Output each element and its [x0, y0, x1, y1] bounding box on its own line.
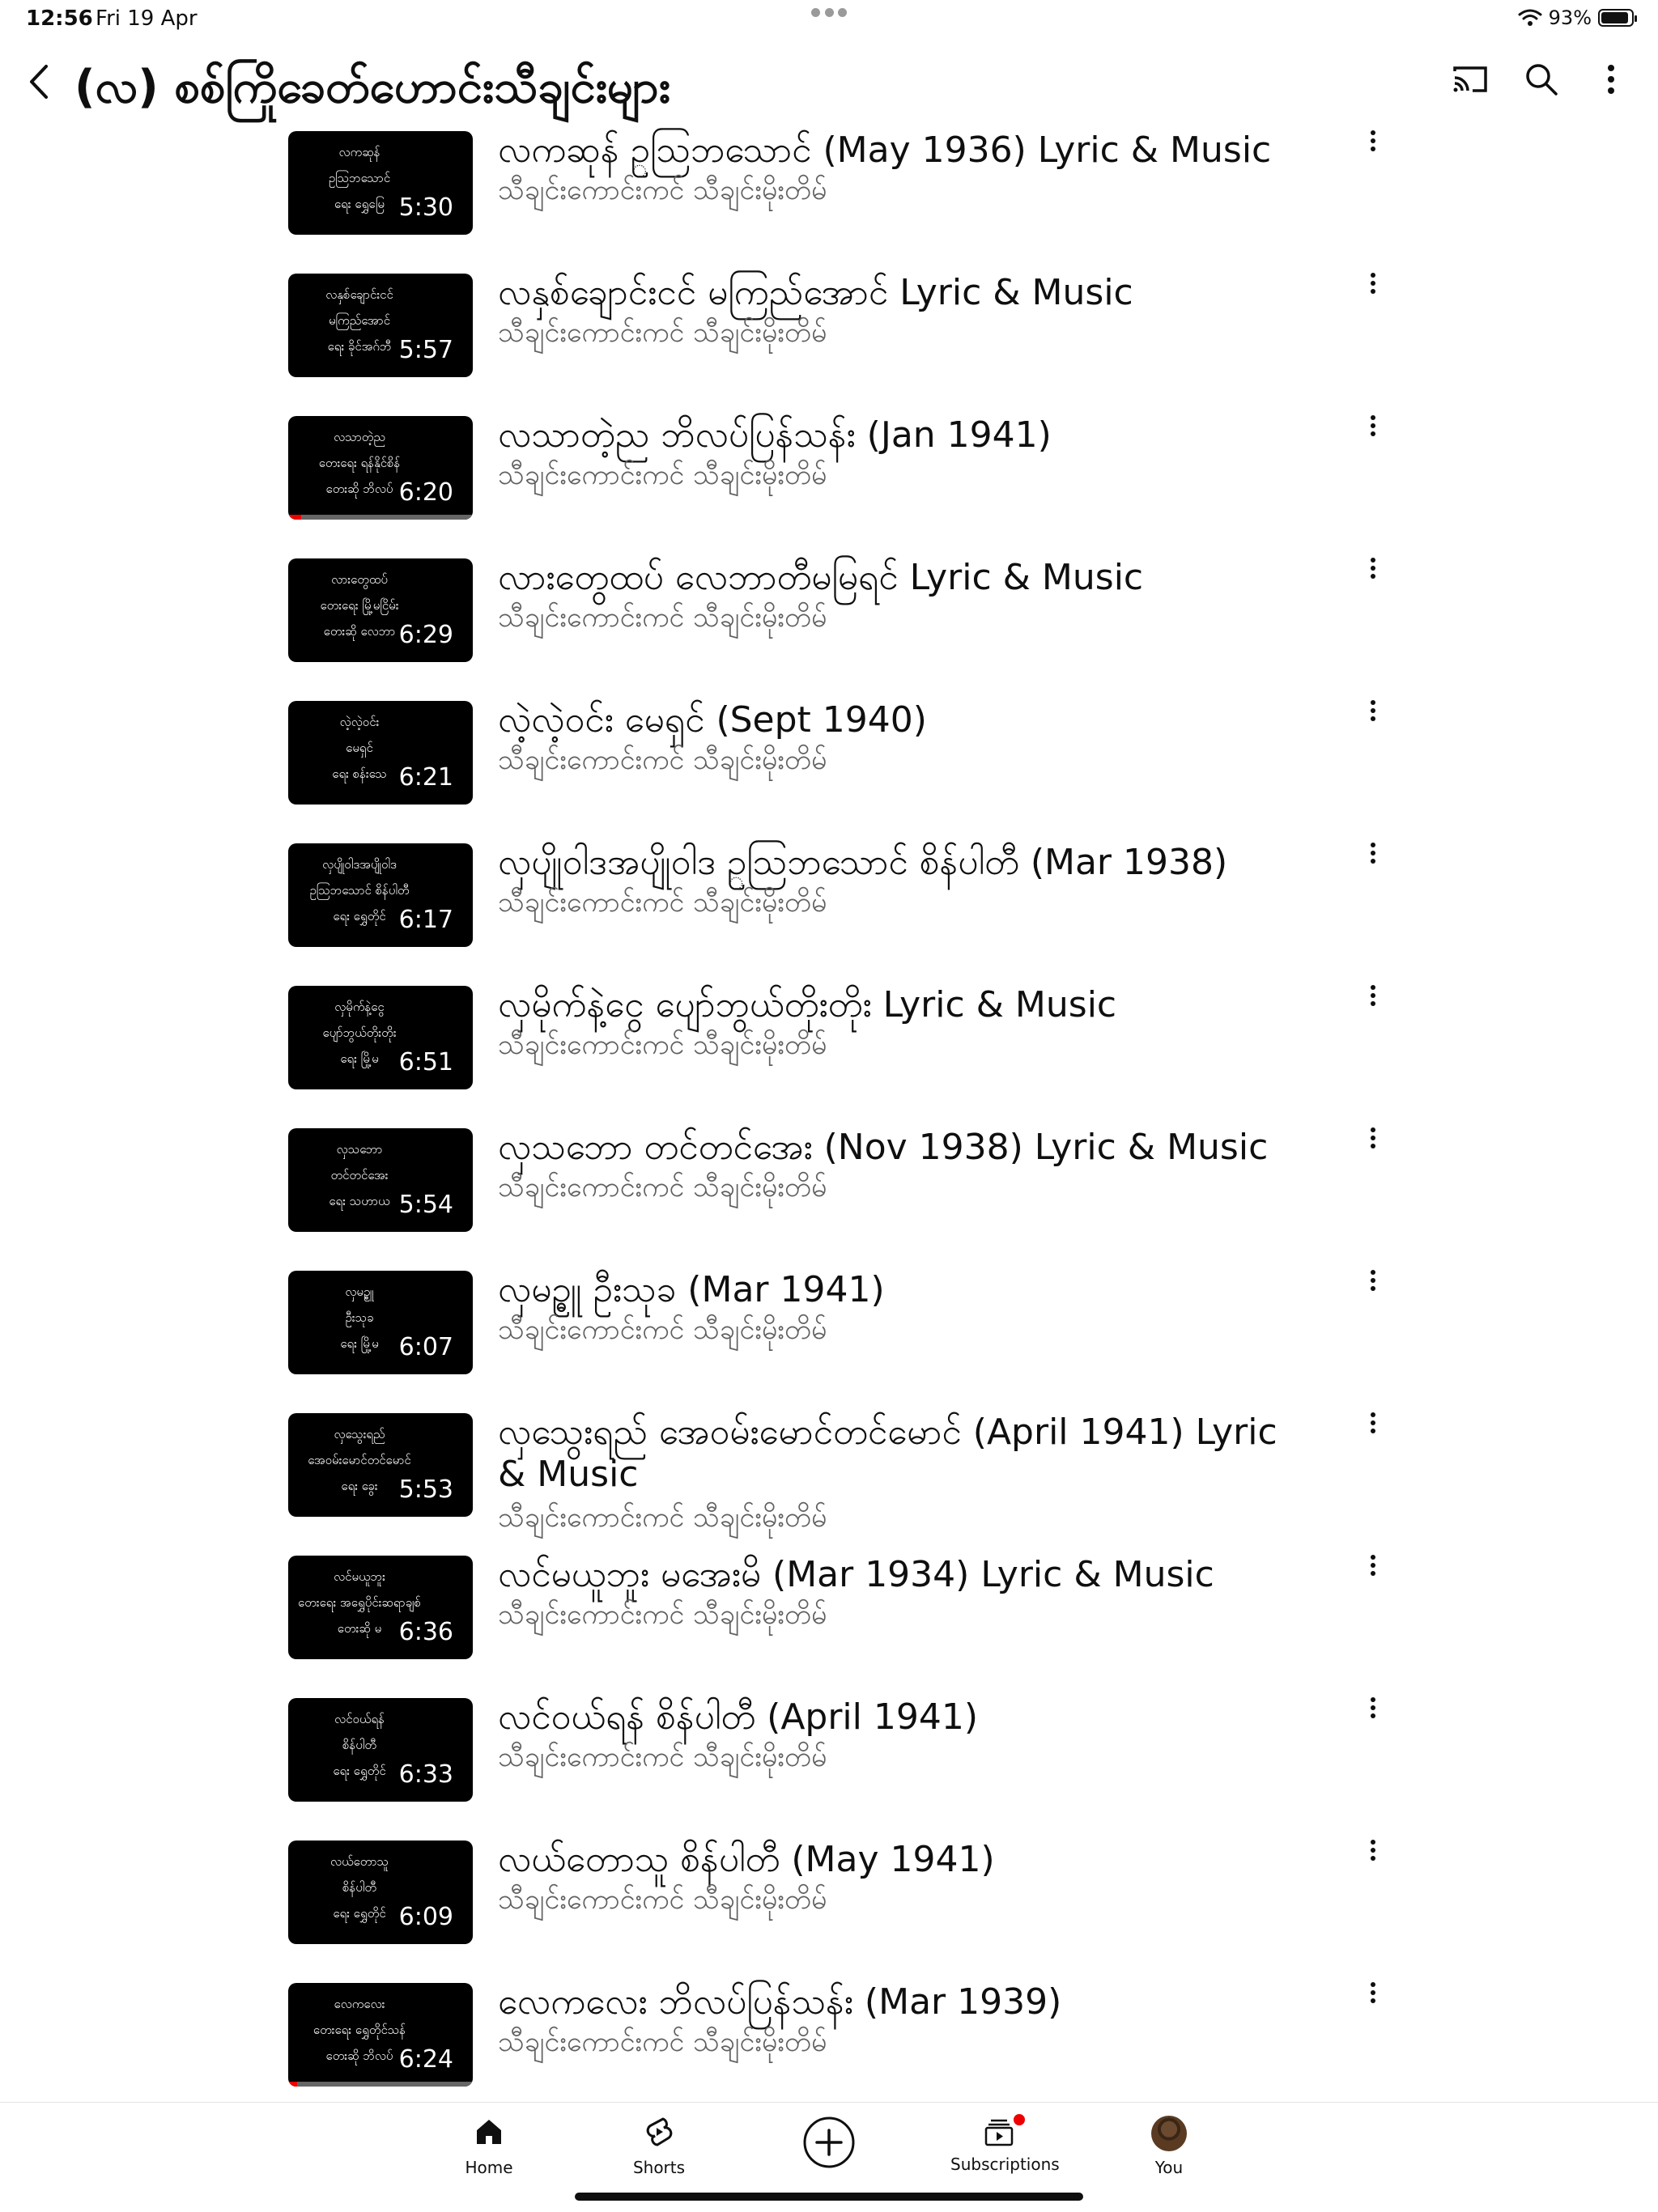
video-duration: 6:51 — [396, 1048, 457, 1076]
status-time: 12:56 — [26, 6, 93, 31]
channel-name[interactable]: သီချင်းကောင်းကင် သီချင်းမိုးတိမ် — [498, 1883, 827, 1916]
multitasking-dots-icon[interactable] — [811, 8, 847, 18]
page-title: (လ) စစ်ကြိုခေတ်ဟောင်းသီချင်းများ — [74, 61, 671, 113]
nav-home[interactable] — [440, 2116, 538, 2177]
video-thumbnail[interactable] — [288, 1698, 473, 1802]
thumbnail-text: လားတွေထပ် တေးရေး မြို့မငြိမ်း တေးဆို လေဘာ — [320, 572, 399, 639]
subscriptions-notification-dot — [1014, 2114, 1025, 2125]
video-more-options[interactable] — [1357, 414, 1389, 447]
video-thumbnail[interactable] — [288, 131, 473, 235]
kebab-menu-icon — [1370, 272, 1376, 295]
kebab-menu-icon — [1370, 414, 1376, 437]
search-icon — [1524, 62, 1558, 96]
video-title[interactable]: လှပျိုဝါဒအပျိုဝါဒ ဥ္ဩဘသောင် စိန်ပါတီ (Mar 1938) — [498, 842, 1228, 883]
channel-name[interactable]: သီချင်းကောင်းကင် သီချင်းမိုးတိမ် — [498, 1598, 827, 1631]
video-more-options[interactable] — [1357, 699, 1389, 732]
cast-icon — [1452, 63, 1489, 96]
video-title[interactable]: လနှစ်ချောင်းငင် မကြည်အောင် Lyric & Music — [498, 272, 1133, 313]
kebab-menu-icon — [1370, 129, 1376, 152]
video-row[interactable] — [0, 1127, 1658, 1269]
video-row[interactable] — [0, 1696, 1658, 1839]
channel-name[interactable]: သီချင်းကောင်းကင် သီချင်းမိုးတိမ် — [498, 316, 827, 349]
thumbnail-text: လကဆုန် ဥဩဘသောင် ရေး ရွှေမြေ — [328, 145, 391, 211]
kebab-menu-icon — [1370, 1269, 1376, 1292]
video-duration: 6:20 — [396, 478, 457, 507]
subscriptions-icon — [983, 2116, 1015, 2148]
avatar — [1151, 2116, 1187, 2151]
video-title[interactable]: လယ်တောသူ စိန်ပါတီ (May 1941) — [498, 1839, 995, 1880]
video-row[interactable] — [0, 1269, 1658, 1412]
video-thumbnail[interactable] — [288, 274, 473, 377]
video-title[interactable]: လေကလေး ဘိလပ်ပြန်သန်း (Mar 1939) — [498, 1981, 1062, 2023]
video-title[interactable]: လကဆုန် ဥ္ဩဘသောင် (May 1936) Lyric & Music — [498, 129, 1272, 171]
video-thumbnail[interactable] — [288, 1983, 473, 2087]
plus-circle-icon — [802, 2116, 856, 2169]
video-row[interactable] — [0, 1412, 1658, 1554]
home-icon — [473, 2116, 505, 2148]
channel-name[interactable]: သီချင်းကောင်းကင် သီချင်းမိုးတိမ် — [498, 886, 827, 919]
channel-name[interactable]: သီချင်းကောင်းကင် သီချင်းမိုးတိမ် — [498, 1029, 827, 1061]
video-duration: 6:17 — [396, 906, 457, 934]
video-duration: 6:21 — [396, 763, 457, 792]
thumbnail-text: လသာတဲ့ည တေးရေး ရန်နိုင်စိန် တေးဆို ဘိလပ် — [318, 430, 401, 496]
thumbnail-text: လေကလေး တေးရေး ရွှေတိုင်သန် တေးဆို ဘိလပ် — [312, 1997, 406, 2063]
video-thumbnail[interactable] — [288, 986, 473, 1089]
video-title[interactable]: လင်ဝယ်ရန် စိန်ပါတီ (April 1941) — [498, 1696, 979, 1738]
cast-button[interactable] — [1444, 53, 1496, 105]
video-duration: 6:24 — [396, 2045, 457, 2074]
kebab-menu-icon — [1370, 557, 1376, 580]
app-header — [0, 45, 1658, 142]
video-title[interactable]: လှမိုက်နဲ့ငွေ ပျော်ဘွယ်တိုးတိုး Lyric & Music — [498, 984, 1117, 1025]
video-more-options[interactable] — [1357, 1412, 1389, 1444]
video-more-options[interactable] — [1357, 842, 1389, 874]
video-title[interactable]: လင်မယူဘူး မအေးမိ (Mar 1934) Lyric & Music — [498, 1554, 1214, 1595]
video-duration: 5:30 — [396, 193, 457, 222]
video-more-options[interactable] — [1357, 1554, 1389, 1586]
channel-name[interactable]: သီချင်းကောင်းကင် သီချင်းမိုးတိမ် — [498, 1741, 827, 1773]
kebab-menu-icon — [1607, 63, 1615, 96]
thumbnail-text: လယ်တောသူ စိန်ပါတီ ရေး ရွှေတိုင် — [329, 1854, 389, 1921]
video-thumbnail[interactable] — [288, 1271, 473, 1374]
kebab-menu-icon — [1370, 984, 1376, 1007]
video-row[interactable] — [0, 842, 1658, 984]
video-duration: 6:33 — [396, 1760, 457, 1789]
video-row[interactable] — [0, 1839, 1658, 1981]
video-title[interactable]: လှသွေးရည် အေဝမ်းမောင်တင်မောင် (April 1941) Lyric & Music — [498, 1412, 1278, 1495]
back-button[interactable] — [23, 53, 55, 110]
video-duration: 6:29 — [396, 621, 457, 649]
more-options-button[interactable] — [1585, 53, 1637, 105]
channel-name[interactable]: သီချင်းကောင်းကင် သီချင်းမိုးတိမ် — [498, 174, 827, 206]
thumbnail-text: လှမဥ္ဓူ ဦးသုခ ရေး မြို့မ — [340, 1284, 379, 1351]
video-row[interactable] — [0, 272, 1658, 414]
status-indicators — [1518, 6, 1634, 29]
thumbnail-text: လှပျိုဝါဒအပျိုဝါဒ ဥဩဘသောင် စိန်ပါတီ ရေး ရွှေတိုင် — [309, 857, 410, 923]
video-title[interactable]: လသာတဲ့ည ဘိလပ်ပြန်သန်း (Jan 1941) — [498, 414, 1052, 456]
video-row[interactable] — [0, 129, 1658, 272]
video-thumbnail[interactable] — [288, 1413, 473, 1517]
thumbnail-text: လှမိုက်နဲ့ငွေ ပျော်ဘွယ်တိုးတိုး ရေး မြို့မ — [322, 1000, 397, 1066]
video-thumbnail[interactable] — [288, 416, 473, 520]
kebab-menu-icon — [1370, 1412, 1376, 1434]
kebab-menu-icon — [1370, 1554, 1376, 1577]
video-thumbnail[interactable] — [288, 843, 473, 947]
video-more-options[interactable] — [1357, 557, 1389, 589]
video-row[interactable] — [0, 984, 1658, 1127]
channel-name[interactable]: သီချင်းကောင်းကင် သီချင်းမိုးတိမ် — [498, 1171, 827, 1204]
channel-name[interactable]: သီချင်းကောင်းကင် သီချင်းမိုးတိမ် — [498, 744, 827, 776]
video-thumbnail[interactable] — [288, 1556, 473, 1659]
nav-subscriptions[interactable] — [950, 2116, 1060, 2174]
video-duration: 5:53 — [396, 1475, 457, 1504]
channel-name[interactable]: သီချင်းကောင်းကင် သီချင်းမိုးတိမ် — [498, 2026, 827, 2058]
kebab-menu-icon — [1370, 1127, 1376, 1149]
status-bar — [0, 0, 1658, 39]
video-thumbnail[interactable] — [288, 1128, 473, 1232]
video-row[interactable] — [0, 414, 1658, 557]
video-more-options[interactable] — [1357, 1269, 1389, 1301]
video-more-options[interactable] — [1357, 1127, 1389, 1159]
video-more-options[interactable] — [1357, 129, 1389, 162]
kebab-menu-icon — [1370, 1696, 1376, 1719]
video-row[interactable] — [0, 699, 1658, 842]
video-more-options[interactable] — [1357, 1981, 1389, 2014]
thumbnail-text: လဲ့လဲ့ဝင်း မေရှင် ရေး စန်းသေ — [332, 715, 387, 781]
nav-subscriptions-label: Subscriptions — [950, 2155, 1060, 2174]
battery-icon — [1598, 9, 1634, 27]
video-duration: 5:57 — [396, 336, 457, 364]
thumbnail-text: လင်မယူဘူး တေးရေး အရွှေပိုင်းဆရာချစ် တေးဆို မ — [298, 1569, 421, 1636]
video-duration: 6:07 — [396, 1333, 457, 1361]
watch-progress-bar — [288, 2082, 297, 2087]
wifi-icon — [1518, 9, 1542, 27]
video-duration: 5:54 — [396, 1191, 457, 1219]
watch-progress-bar — [288, 515, 301, 520]
search-button[interactable] — [1516, 53, 1567, 105]
video-more-options[interactable] — [1357, 1696, 1389, 1729]
battery-percent: 93% — [1548, 6, 1592, 29]
video-thumbnail[interactable] — [288, 558, 473, 662]
channel-name[interactable]: သီချင်းကောင်းကင် သီချင်းမိုးတိမ် — [498, 459, 827, 491]
channel-name[interactable]: သီချင်းကောင်းကင် သီချင်းမိုးတိမ် — [498, 1501, 827, 1534]
channel-name[interactable]: သီချင်းကောင်းကင် သီချင်းမိုးတိမ် — [498, 601, 827, 634]
video-row[interactable] — [0, 1554, 1658, 1696]
video-title[interactable]: လားတွေထပ် လေဘာတီမမြရင် Lyric & Music — [498, 557, 1144, 598]
channel-name[interactable]: သီချင်းကောင်းကင် သီချင်းမိုးတိမ် — [498, 1314, 827, 1346]
kebab-menu-icon — [1370, 842, 1376, 864]
nav-you-label: You — [1154, 2158, 1184, 2177]
create-button[interactable] — [780, 2116, 878, 2172]
thumbnail-text: လှသွေးရည် အေဝမ်းမောင်တင်မောင် ရေး ခွေး — [308, 1427, 411, 1493]
video-more-options[interactable] — [1357, 1839, 1389, 1871]
nav-you[interactable] — [1120, 2116, 1218, 2177]
nav-shorts-label: Shorts — [632, 2158, 686, 2177]
status-date: Fri 19 Apr — [96, 6, 198, 31]
kebab-menu-icon — [1370, 699, 1376, 722]
video-duration: 6:36 — [396, 1618, 457, 1646]
video-more-options[interactable] — [1357, 984, 1389, 1017]
kebab-menu-icon — [1370, 1839, 1376, 1862]
video-title[interactable]: လှမဥ္ဓူ ဦးသုခ (Mar 1941) — [498, 1269, 885, 1310]
video-title[interactable]: လဲ့လဲ့ဝင်း မေရှင် (Sept 1940) — [498, 699, 927, 741]
video-more-options[interactable] — [1357, 272, 1389, 304]
video-title[interactable]: လှသဘော တင်တင်အေး (Nov 1938) Lyric & Music — [498, 1127, 1269, 1168]
video-row[interactable] — [0, 557, 1658, 699]
nav-shorts[interactable] — [610, 2116, 708, 2177]
chevron-left-icon — [27, 63, 51, 100]
thumbnail-text: လနှစ်ချောင်းငင် မကြည်အောင် ရေး ခိုင်အဂ်ဘီ — [325, 287, 393, 354]
watch-progress-track — [288, 2082, 473, 2087]
bottom-navigation — [0, 2102, 1658, 2212]
watch-progress-track — [288, 515, 473, 520]
nav-home-label: Home — [465, 2158, 513, 2177]
thumbnail-text: လှသဘော တင်တင်အေး ရေး သဟာယ — [329, 1142, 390, 1208]
kebab-menu-icon — [1370, 1981, 1376, 2004]
shorts-icon — [643, 2116, 675, 2148]
video-thumbnail[interactable] — [288, 701, 473, 805]
video-duration: 6:09 — [396, 1903, 457, 1931]
home-indicator[interactable] — [575, 2193, 1083, 2201]
thumbnail-text: လင်ဝယ်ရန် စိန်ပါတီ ရေး ရွှေတိုင် — [333, 1712, 386, 1778]
video-thumbnail[interactable] — [288, 1841, 473, 1944]
